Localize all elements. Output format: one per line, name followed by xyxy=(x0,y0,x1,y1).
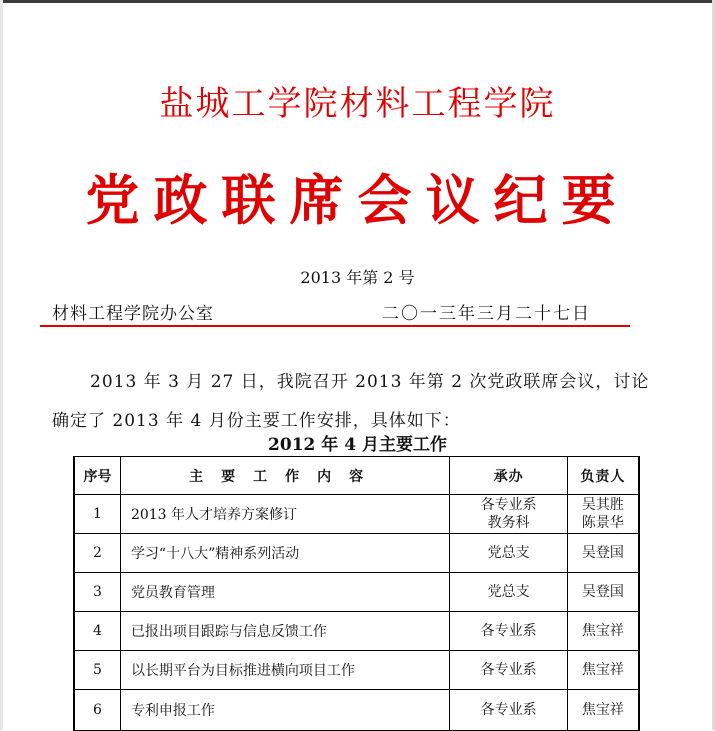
owner-name: 吴登国 xyxy=(581,584,624,600)
table-body xyxy=(74,495,639,731)
column-header-owner: 负责人 xyxy=(567,457,639,495)
table-title: 2012 年 4 月主要工作 xyxy=(268,435,447,455)
unit-name: 各专业系 xyxy=(480,623,537,639)
unit-name: 教务科 xyxy=(487,515,530,531)
owner-name: 焦宝祥 xyxy=(581,623,624,639)
document-title: 党政联席会议纪要 xyxy=(85,169,630,232)
table-row xyxy=(74,690,639,731)
unit-name: 党总支 xyxy=(487,545,530,561)
owner-name: 吴其胜 xyxy=(581,497,624,513)
table-row xyxy=(74,495,639,534)
issuer-office: 材料工程学院办公室 xyxy=(52,304,214,324)
owner-cell xyxy=(567,690,639,731)
institution-name: 盐城工学院材料工程学院 xyxy=(159,84,556,124)
owner-name: 焦宝祥 xyxy=(581,662,624,678)
table-row xyxy=(74,573,639,612)
column-header-number: 序号 xyxy=(74,457,120,495)
table-row xyxy=(74,651,639,690)
unit-cell xyxy=(450,651,568,690)
issue-date: 二〇一三年三月二十七日 xyxy=(382,304,591,324)
task-cell: 专利申报工作 xyxy=(120,690,449,731)
owner-cell xyxy=(567,495,639,534)
task-cell: 2013 年人才培养方案修订 xyxy=(120,495,449,534)
unit-name: 各专业系 xyxy=(480,497,537,513)
document-number: 2013 年第 2 号 xyxy=(300,268,415,287)
owner-name: 焦宝祥 xyxy=(581,702,624,718)
row-number-cell: 4 xyxy=(74,612,120,651)
row-number-cell: 5 xyxy=(74,651,120,690)
row-number-cell: 1 xyxy=(74,495,120,534)
task-cell: 学习“十八大”精神系列活动 xyxy=(120,534,449,573)
red-separator-line xyxy=(40,325,630,327)
owner-cell xyxy=(567,612,639,651)
owner-cell xyxy=(567,651,639,690)
column-header-task: 主要工作内容 xyxy=(120,457,449,495)
task-cell: 以长期平台为目标推进横向项目工作 xyxy=(120,651,449,690)
unit-cell xyxy=(450,612,568,651)
unit-name: 各专业系 xyxy=(480,702,537,718)
unit-name: 各专业系 xyxy=(480,662,537,678)
row-number-cell: 3 xyxy=(74,573,120,612)
table-header-row xyxy=(74,457,639,495)
unit-name: 党总支 xyxy=(487,584,530,600)
row-number-cell: 6 xyxy=(74,690,120,731)
issuer-date-row xyxy=(52,299,630,323)
owner-cell xyxy=(567,534,639,573)
window-top-border xyxy=(0,0,715,3)
table-row xyxy=(74,534,639,573)
owner-name: 吴登国 xyxy=(581,545,624,561)
unit-cell xyxy=(450,534,568,573)
work-plan-table xyxy=(73,456,640,731)
unit-cell xyxy=(450,495,568,534)
unit-cell xyxy=(450,690,568,731)
intro-paragraph-line-2: 确定了 2013 年 4 月份主要工作安排，具体如下： xyxy=(52,411,461,431)
owner-cell xyxy=(567,573,639,612)
task-cell: 已报出项目跟踪与信息反馈工作 xyxy=(120,612,449,651)
column-header-unit: 承办 xyxy=(450,457,568,495)
owner-name: 陈景华 xyxy=(581,515,624,531)
intro-paragraph-line-1: 2013 年 3 月 27 日，我院召开 2013 年第 2 次党政联席会议，讨论 xyxy=(90,372,650,392)
unit-cell xyxy=(450,573,568,612)
table-row xyxy=(74,612,639,651)
row-number-cell: 2 xyxy=(74,534,120,573)
task-cell: 党员教育管理 xyxy=(120,573,449,612)
